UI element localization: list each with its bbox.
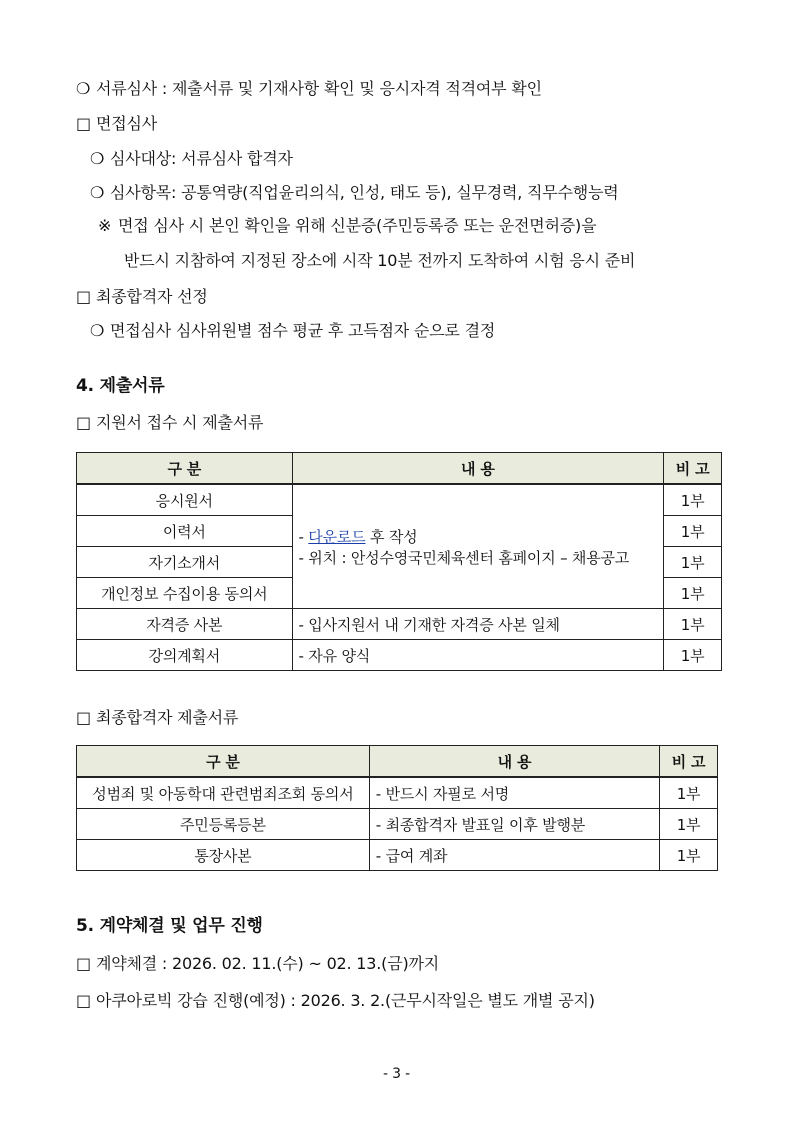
- checkbox-square-icon: □: [76, 708, 91, 727]
- final-docs-table: [76, 745, 718, 871]
- col-header-note: 비 고: [664, 453, 722, 485]
- row-name: 성범죄 및 아동학대 관련범죄조회 동의서: [77, 777, 370, 809]
- checkbox-square-icon: □: [76, 954, 91, 973]
- col-header-content: 내 용: [369, 746, 659, 778]
- page-number: - 3 -: [383, 1066, 410, 1082]
- row-content: - 자유 양식: [292, 640, 664, 671]
- row-note: 1부: [664, 578, 722, 609]
- final-selection-item: [90, 318, 495, 341]
- row-name: 주민등록등본: [77, 809, 370, 840]
- table-row: [77, 840, 718, 871]
- table-row: [77, 609, 722, 640]
- table-row: [77, 809, 718, 840]
- final-selection-title: 최종합격자 선정: [96, 287, 208, 306]
- checkbox-square-icon: □: [76, 287, 91, 306]
- table1-title: 지원서 접수 시 제출서류: [96, 413, 264, 432]
- row-note: 1부: [660, 777, 718, 809]
- row-name: 강의계획서: [77, 640, 293, 671]
- merged-content-cell: - 다운로드 후 작성 - 위치 : 안성수영국민체육센터 홈페이지 – 채용공고: [292, 484, 664, 609]
- interview-item-target: [90, 146, 293, 169]
- doc-review-text: 서류심사 : 제출서류 및 기재사항 확인 및 응시자격 적격여부 확인: [96, 79, 542, 98]
- interview-note-line2: 반드시 지참하여 지정된 장소에 시작 10분 전까지 도착하여 시험 응시 준비: [124, 251, 636, 270]
- table-row: [77, 640, 722, 671]
- table-row: [77, 777, 718, 809]
- circle-bullet-icon: ❍: [90, 183, 105, 202]
- row-name: 개인정보 수집이용 동의서: [77, 578, 293, 609]
- interview-heading: [76, 111, 157, 134]
- section5-heading: 5. 계약체결 및 업무 진행: [76, 916, 263, 936]
- circle-bullet-icon: ❍: [90, 149, 105, 168]
- col-header-content: 내 용: [292, 453, 664, 485]
- row-content: - 급여 계좌: [369, 840, 659, 871]
- row-name: 통장사본: [77, 840, 370, 871]
- contract-item: [76, 951, 439, 974]
- aquarobics-item: [76, 988, 595, 1011]
- interview-title: 면접심사: [96, 114, 158, 133]
- row-note: 1부: [660, 809, 718, 840]
- row-note: 1부: [660, 840, 718, 871]
- table-row: [77, 484, 722, 516]
- table2-caption: [76, 705, 238, 728]
- table1-caption: [76, 410, 263, 433]
- table-header-row: [77, 746, 718, 778]
- final-selection-heading: [76, 284, 208, 307]
- row-name: 자기소개서: [77, 547, 293, 578]
- circle-bullet-icon: ❍: [90, 321, 105, 340]
- row-content: - 입사지원서 내 기재한 자격증 사본 일체: [292, 609, 664, 640]
- row-note: 1부: [664, 547, 722, 578]
- final-selection-text: 면접심사 심사위원별 점수 평균 후 고득점자 순으로 결정: [110, 321, 496, 340]
- row-note: 1부: [664, 609, 722, 640]
- checkbox-square-icon: □: [76, 991, 91, 1010]
- circle-bullet-icon: ❍: [76, 79, 91, 98]
- row-note: 1부: [664, 640, 722, 671]
- checkbox-square-icon: □: [76, 114, 91, 133]
- checkbox-square-icon: □: [76, 413, 91, 432]
- interview-note: [98, 213, 596, 236]
- interview-item-criteria: [90, 180, 619, 203]
- row-note: 1부: [664, 516, 722, 547]
- col-header-category: 구 분: [77, 746, 370, 778]
- contract-text: 계약체결 : 2026. 02. 11.(수) ~ 02. 13.(금)까지: [96, 954, 440, 973]
- row-name: 자격증 사본: [77, 609, 293, 640]
- table-header-row: [77, 453, 722, 485]
- col-header-note: 비 고: [660, 746, 718, 778]
- homepage-location: - 위치 : 안성수영국민체육센터 홈페이지 – 채용공고: [298, 548, 630, 567]
- table2-title: 최종합격자 제출서류: [96, 708, 239, 727]
- row-note: 1부: [664, 484, 722, 516]
- reference-mark-icon: ※: [98, 216, 112, 235]
- application-docs-table: [76, 452, 722, 671]
- interview-target-text: 심사대상: 서류심사 합격자: [110, 149, 293, 168]
- interview-criteria-text: 심사항목: 공통역량(직업윤리의식, 인성, 태도 등), 실무경력, 직무수행능력: [110, 183, 619, 202]
- row-content: - 최종합격자 발표일 이후 발행분: [369, 809, 659, 840]
- interview-note-line1: 면접 심사 시 본인 확인을 위해 신분증(주민등록증 또는 운전면허증)을: [118, 216, 597, 235]
- col-header-category: 구 분: [77, 453, 293, 485]
- section4-heading: 4. 제출서류: [76, 376, 165, 396]
- row-name: 이력서: [77, 516, 293, 547]
- doc-review-item: [76, 76, 542, 99]
- aquarobics-text: 아쿠아로빅 강습 진행(예정) : 2026. 3. 2.(근무시작일은 별도 개별 공지): [96, 991, 595, 1010]
- download-link[interactable]: 다운로드: [308, 527, 366, 546]
- row-content: - 반드시 자필로 서명: [369, 777, 659, 809]
- row-name: 응시원서: [77, 484, 293, 516]
